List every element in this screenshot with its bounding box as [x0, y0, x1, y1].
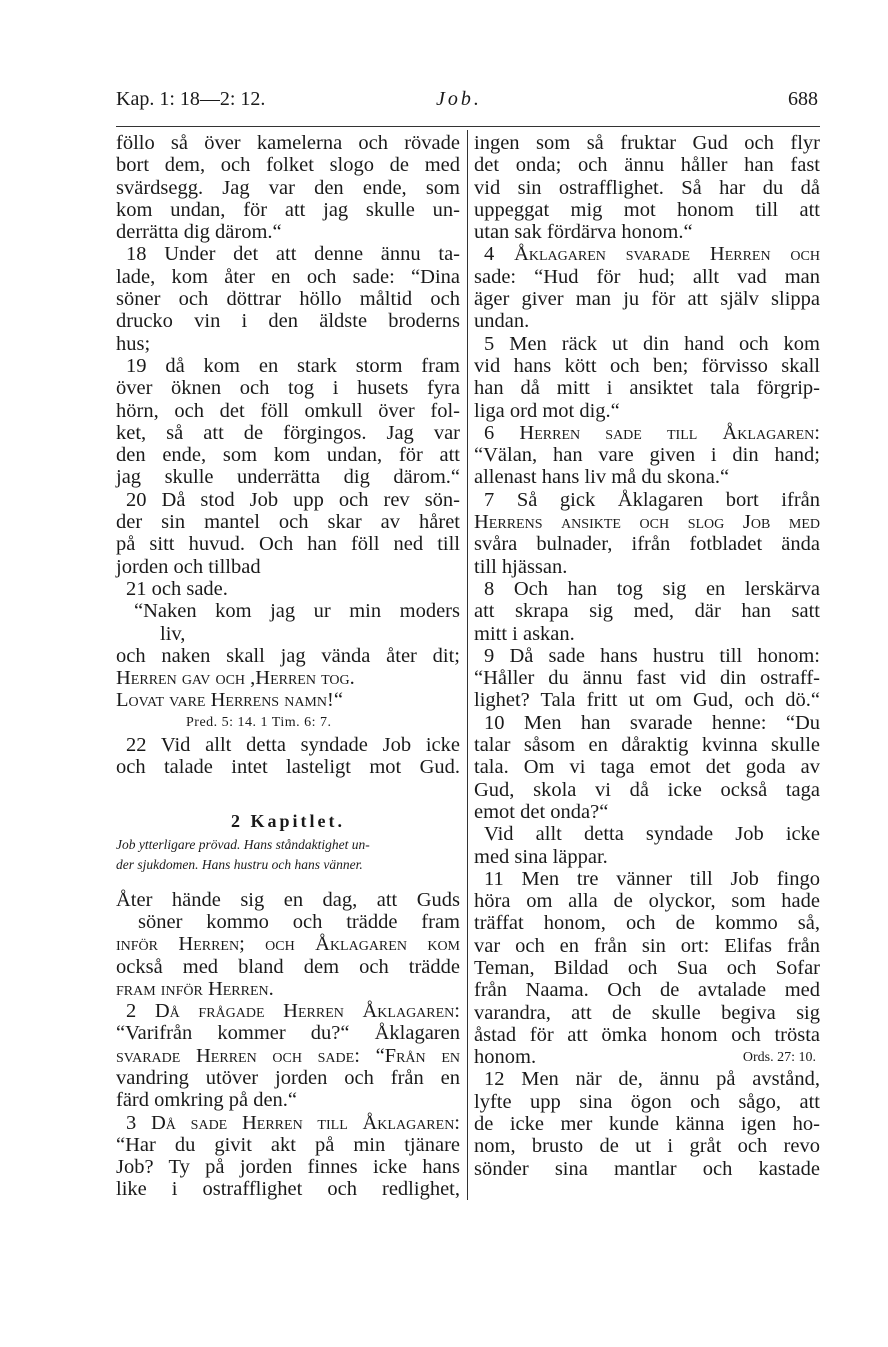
text-line: svarade Herren och sade: “Från en — [116, 1044, 460, 1067]
text-line: varandra, att de skulle begiva sig — [474, 1001, 820, 1024]
text-line: hörn, och det föll omkull över fol- — [116, 399, 460, 422]
running-header — [116, 88, 818, 120]
text-line: Gud, skola vi då icke också taga — [474, 778, 820, 801]
text-line: sade: “Hud för hud; allt vad man — [474, 265, 820, 288]
text-line: han då mitt i ansiktet tala förgrip- — [474, 377, 820, 400]
text-line: också med bland dem och trädde — [116, 955, 460, 978]
poetry-line: “Naken kom jag ur min moders — [134, 600, 460, 623]
poetry-line: liv, — [160, 622, 186, 645]
chapter-summary-line: Job ytterligare prövad. Hans ståndaktighet un- — [116, 836, 370, 852]
cross-reference: Ords. 27: 10. — [742, 1050, 816, 1066]
verse-8-start: 8 Och han tog sig en lerskärva — [484, 577, 820, 600]
verse-20-start: 20 Då stod Job upp och rev sön- — [126, 488, 460, 511]
verse-7-start: 7 Så gick Åklagaren bort ifrån — [484, 488, 820, 511]
text-line: vandring utöver jorden och från en — [116, 1066, 460, 1089]
text-line: över öknen och tog i husets fyra — [116, 377, 460, 400]
text-line: och talade intet lasteligt mot Gud. — [116, 756, 460, 779]
text-line: mitt i askan. — [474, 622, 575, 645]
text-line: söner och döttrar höllo måltid och — [116, 288, 460, 311]
text-line: “Välan, han vare given i din hand; — [474, 444, 820, 467]
text-line: Vid allt detta syndade Job icke — [484, 823, 820, 846]
text-line: äger giver man ju för att själv slippa — [474, 288, 820, 311]
verse-2-start: 2 Då frågade Herren Åklagaren: — [126, 1000, 460, 1023]
text-line: att skrapa sig med, där han satt — [474, 600, 820, 623]
poetry-line: Herren gav och ,Herren tog. — [116, 667, 355, 690]
verse-12-start: 12 Men när de, ännu på avstånd, — [484, 1068, 820, 1091]
text-line: like i ostrafflighet och redlighet, — [116, 1178, 460, 1201]
text-line: “Varifrån kommer du?“ Åklagaren — [116, 1022, 460, 1045]
text-line: sönder sina mantlar och kastade — [474, 1157, 820, 1180]
text-line: tala. Om vi taga emot det goda av — [474, 756, 820, 779]
text-line: bort dem, och folket slogo de med — [116, 154, 460, 177]
text-line: söner kommo och trädde fram — [138, 910, 460, 933]
verse-22-start: 22 Vid allt detta syndade Job icke — [126, 734, 460, 757]
text-line: på sitt huvud. Och han föll ned till — [116, 533, 460, 556]
text-line: inför Herren; och Åklagaren kom — [116, 933, 460, 956]
chapter-range: Kap. 1: 18—2: 12. — [116, 88, 266, 110]
text-line: nom, brusto de ut i gråt och revo — [474, 1135, 820, 1158]
text-line: jag skulle underrätta dig därom.“ — [116, 466, 460, 489]
text-line: hus; — [116, 332, 151, 355]
cross-reference: Pred. 5: 14. 1 Tim. 6: 7. — [186, 714, 332, 730]
text-line: Herrens ansikte och slog Job med — [474, 511, 820, 534]
text-line: drucko vin i den äldste broderns — [116, 310, 460, 333]
text-line: emot det onda?“ — [474, 800, 609, 823]
text-line: “Håller du ännu fast vid din ostraff- — [474, 667, 820, 690]
text-line: kom undan, för att jag skulle un- — [116, 198, 460, 221]
left-column — [116, 132, 460, 1201]
text-line: lighet? Tala fritt ut om Gud, och dö.“ — [474, 689, 820, 712]
verse-3-start: 3 Då sade Herren till Åklagaren: — [126, 1111, 460, 1134]
verse-18-start: 18 Under det att denne ännu ta- — [126, 243, 460, 266]
poetry-line: Lovat vare Herrens namn!“ — [116, 689, 343, 712]
text-line: till hjässan. — [474, 555, 568, 578]
text-line: färd omkring på den.“ — [116, 1089, 298, 1112]
text-line: talar såsom en dåraktig kvinna skulle — [474, 734, 820, 757]
page-number: 688 — [788, 88, 818, 110]
verse-11-start: 11 Men tre vänner till Job fingo — [484, 867, 820, 890]
header-rule — [116, 126, 820, 127]
text-line: jorden och tillbad — [116, 555, 261, 578]
verse-5-start: 5 Men räck ut din hand och kom — [484, 332, 820, 355]
poetry-line: och naken skall jag vända åter dit; — [116, 644, 460, 667]
verse-4-start: 4 Åklagaren svarade Herren och — [484, 243, 820, 266]
text-line: ingen som så fruktar Gud och flyr — [474, 132, 820, 154]
text-line: derrätta dig därom.“ — [116, 221, 282, 244]
chapter-first-line: Åter hände sig en dag, att Guds — [116, 888, 460, 911]
text-line: der sin mantel och skar av håret — [116, 511, 460, 534]
text-line: Job? Ty på jorden finnes icke hans — [116, 1156, 460, 1179]
text-line: med sina läppar. — [474, 845, 608, 868]
text-line: undan. — [474, 310, 530, 333]
text-line: lyfte upp sina ögon och sågo, att — [474, 1090, 820, 1113]
verse-9-start: 9 Då sade hans hustru till honom: — [484, 644, 820, 667]
chapter-summary-line: der sjukdomen. Hans hustru och hans vänner. — [116, 856, 363, 872]
verse-6-start: 6 Herren sade till Åklagaren: — [484, 421, 820, 444]
text-line: “Har du givit akt på min tjänare — [116, 1133, 460, 1156]
chapter-heading: 2 Kapitlet. — [231, 810, 345, 831]
text-line: utan sak fördärva honom.“ — [474, 221, 693, 244]
text-line: vid sin ostrafflighet. Så har du då — [474, 176, 820, 199]
book-title: Job. — [436, 88, 482, 110]
text-line: Teman, Bildad och Sua och Sofar — [474, 956, 820, 979]
text-line: ket, så att de förgingos. Jag var — [116, 421, 460, 444]
text-line: svärdsegg. Jag var den ende, som — [116, 176, 460, 199]
text-line: den ende, som kom undan, för att — [116, 444, 460, 467]
text-line: höra om alla de olyckor, som hade — [474, 890, 820, 913]
text-line: det onda; och ännu håller han fast — [474, 154, 820, 177]
text-line: svåra bulnader, ifrån fotbladet ända — [474, 533, 820, 556]
text-line: var och en från sin ort: Elifas från — [474, 934, 820, 957]
text-line: allenast hans liv må du skona.“ — [474, 466, 730, 489]
text-line — [474, 1046, 820, 1068]
text-line: de icke mer kunde känna igen ho- — [474, 1113, 820, 1136]
verse-10-start: 10 Men han svarade henne: “Du — [484, 711, 820, 734]
text-line: åstad för att ömka honom och trösta — [474, 1023, 820, 1046]
text-line: vid hans kött och ben; förvisso skall — [474, 354, 820, 377]
text-line: föllo så över kamelerna och rövade — [116, 132, 460, 154]
text-line: liga ord mot dig.“ — [474, 399, 620, 422]
text-line: lade, kom åter en och sade: “Dina — [116, 265, 460, 288]
text-line: uppeggat mig mot honom till att — [474, 198, 820, 221]
text-line: från Naama. Och de avtalade med — [474, 979, 820, 1002]
text-segment: honom. — [474, 1046, 537, 1069]
text-line: träffat honom, och de kommo så, — [474, 912, 820, 935]
right-column — [474, 132, 820, 1180]
column-divider — [467, 130, 468, 1200]
text-line: fram inför Herren. — [116, 977, 274, 1000]
verse-21-start: 21 och sade. — [126, 577, 228, 600]
verse-19-start: 19 då kom en stark storm fram — [126, 354, 460, 377]
